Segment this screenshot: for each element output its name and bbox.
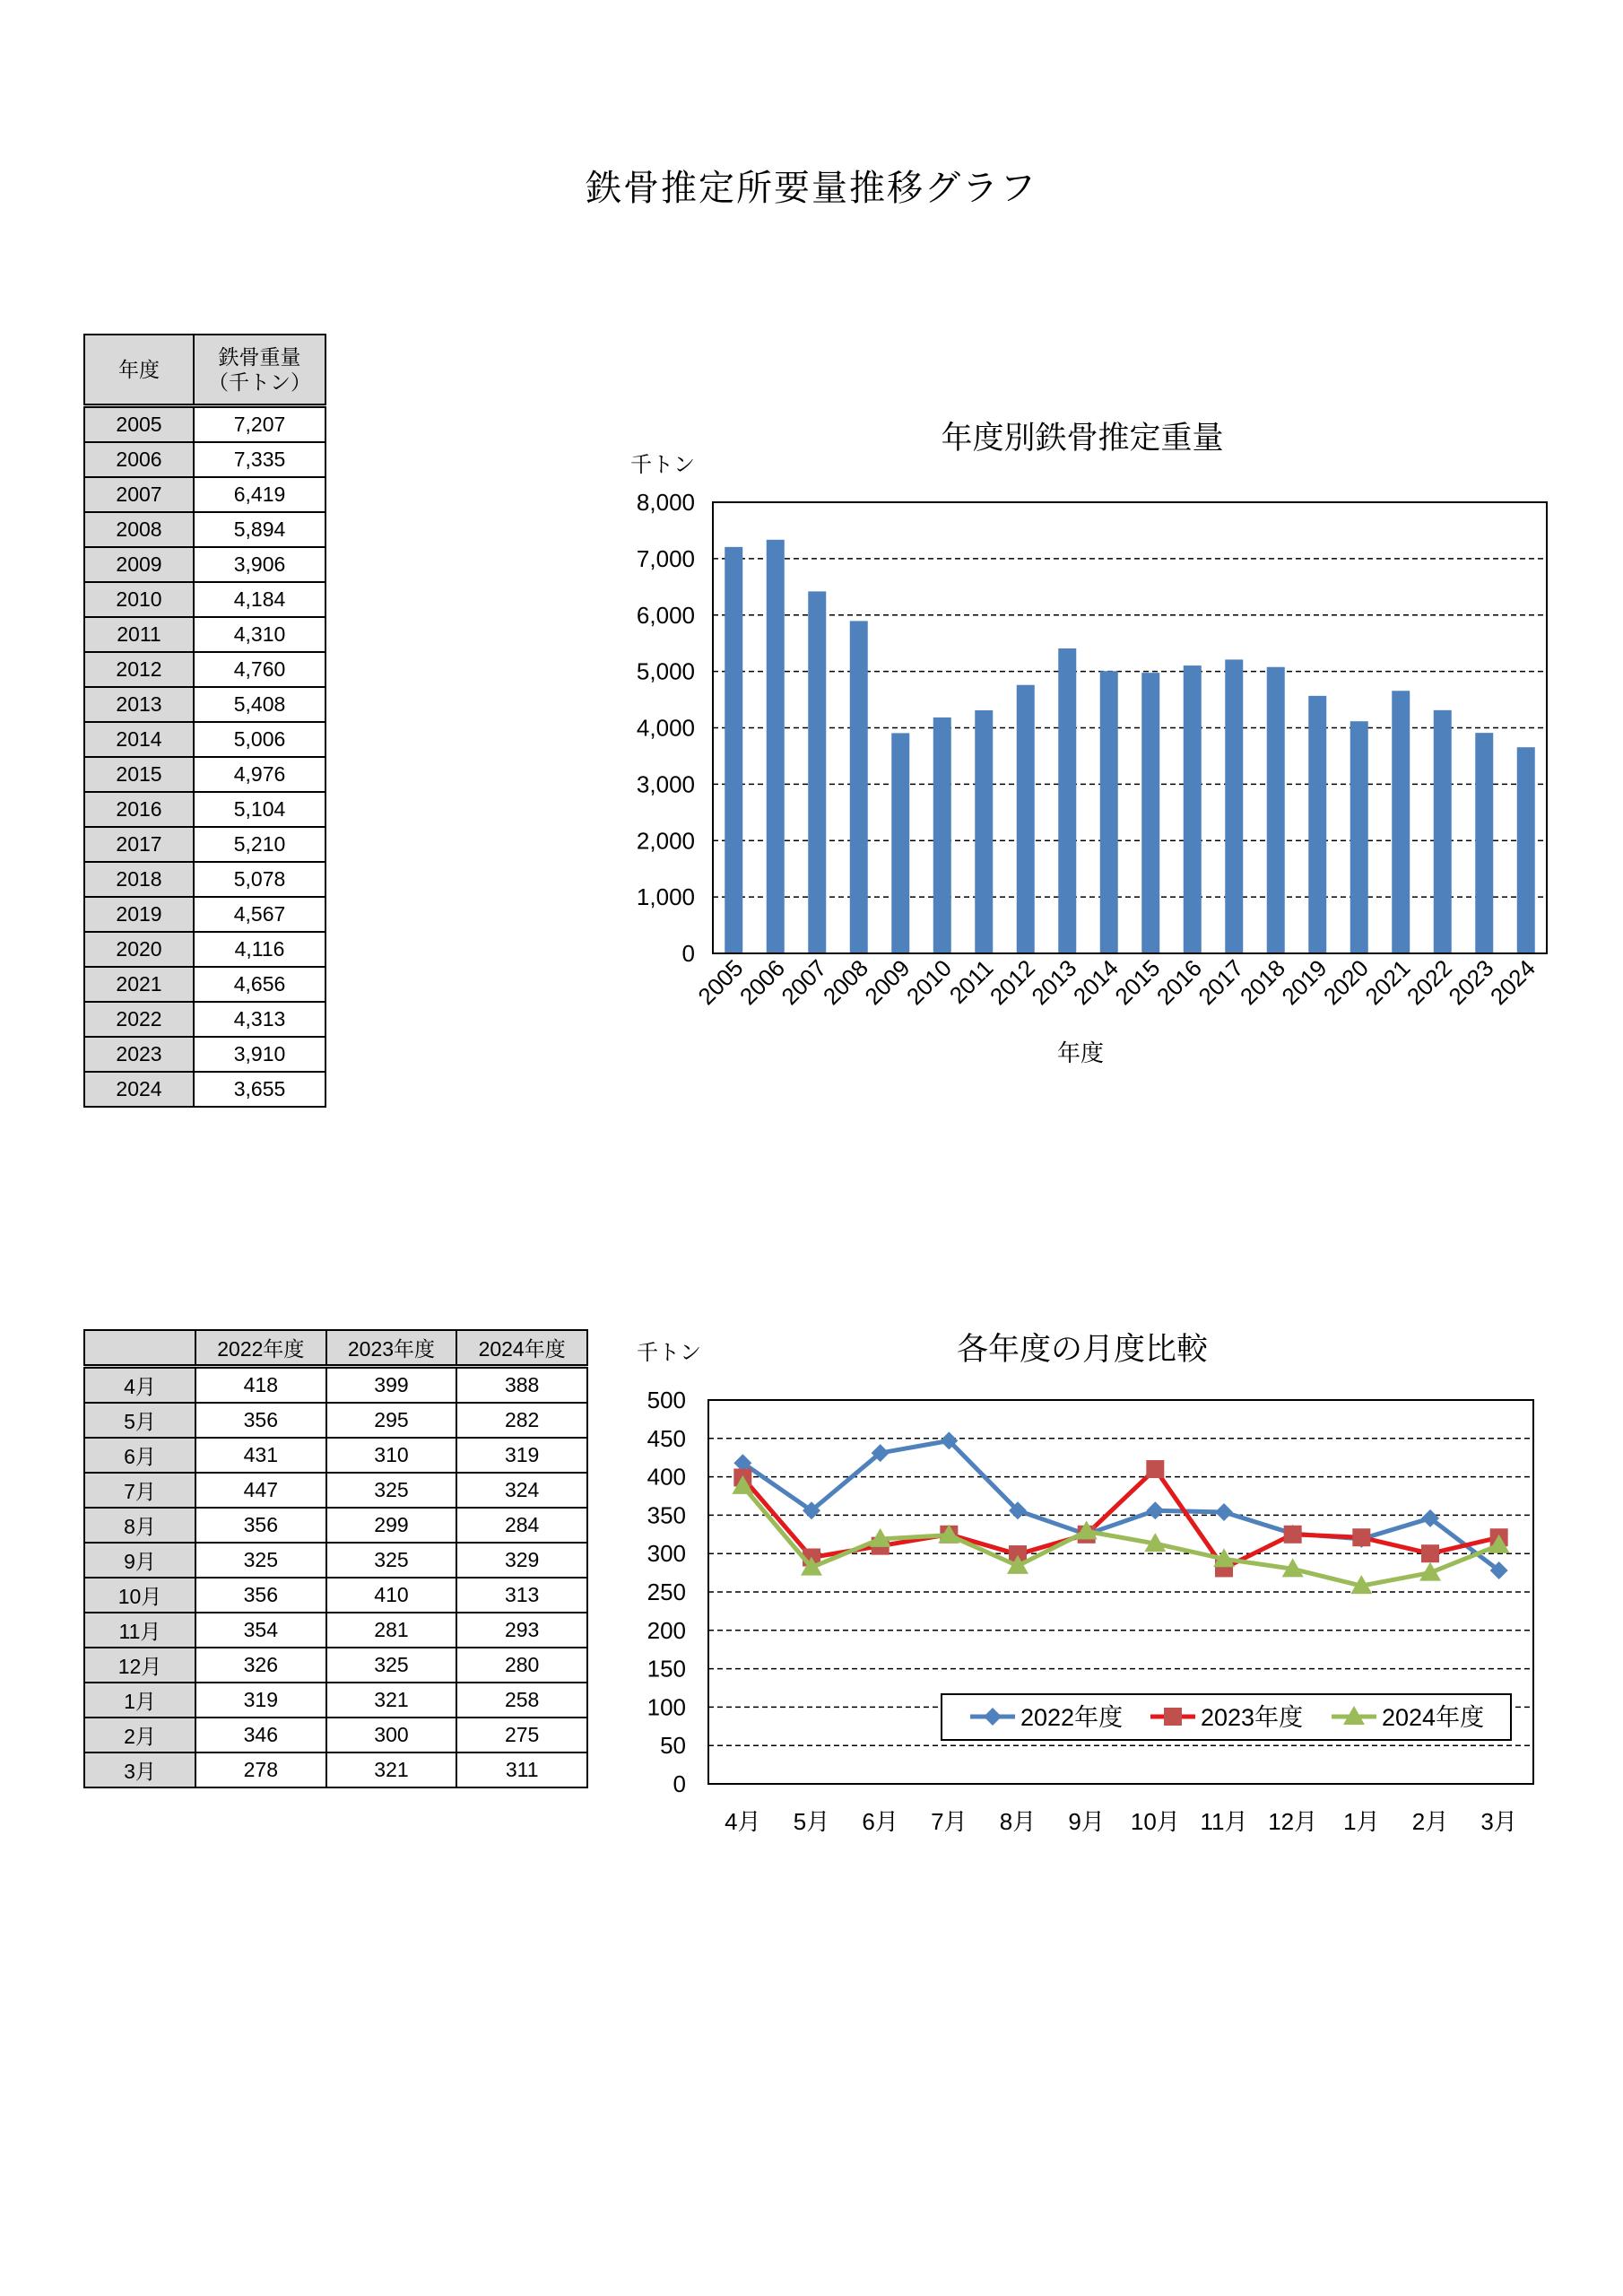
bar-xtick-label: 2019 [1276,954,1332,1011]
annual-year-cell: 2007 [84,477,194,512]
legend-label: 2022年度 [1020,1704,1124,1731]
month-cell: 9月 [84,1543,195,1578]
bar-xtick-label: 2009 [859,954,916,1011]
bar-chart-unit-label: 千トン [630,453,695,477]
annual-value-cell: 4,567 [194,897,325,932]
line-chart-title: 各年度の月度比較 [956,1332,1209,1367]
annual-value-cell: 3,906 [194,547,325,582]
month-cell: 1月 [84,1683,195,1718]
month-cell: 10月 [84,1578,195,1613]
month-cell: 5月 [84,1403,195,1438]
value-2023-cell: 281 [326,1613,457,1648]
value-2022-cell: 346 [195,1718,326,1752]
data-point-marker [1352,1528,1370,1546]
annual-year-cell: 2020 [84,932,194,967]
line-xtick-label: 3月 [1480,1808,1517,1835]
header-2024: 2024年度 [456,1330,587,1367]
header-weight-line1: 鉄骨重量 [218,345,301,369]
month-cell: 7月 [84,1473,195,1508]
bar-xtick-label: 2007 [776,954,832,1011]
line-xtick-label: 4月 [725,1808,761,1835]
line-ytick-label: 500 [647,1387,686,1413]
month-cell: 4月 [84,1367,195,1404]
month-cell: 8月 [84,1508,195,1543]
legend-label: 2023年度 [1201,1704,1304,1731]
line-xtick-label: 10月 [1130,1808,1180,1835]
data-point-marker [1146,1460,1164,1478]
month-cell: 2月 [84,1718,195,1752]
line-ytick-label: 200 [647,1616,686,1644]
data-point-marker [1146,1501,1164,1519]
value-2024-cell: 313 [456,1578,587,1613]
bar-xtick-label: 2012 [984,954,1040,1011]
annual-value-cell: 5,894 [194,512,325,547]
value-2023-cell: 321 [326,1752,457,1787]
annual-value-cell: 5,006 [194,722,325,757]
bar-xtick-label: 2006 [733,954,790,1011]
value-2024-cell: 388 [456,1367,587,1404]
bar-ytick-label: 8,000 [636,489,695,516]
annual-year-cell: 2010 [84,582,194,617]
value-2024-cell: 324 [456,1473,587,1508]
value-2024-cell: 282 [456,1403,587,1438]
value-2022-cell: 354 [195,1613,326,1648]
bar-xtick-label: 2021 [1359,954,1416,1011]
line-xtick-label: 1月 [1343,1808,1380,1835]
annual-value-cell: 4,310 [194,617,325,652]
annual-year-cell: 2011 [84,617,194,652]
value-2023-cell: 399 [326,1367,457,1404]
bar-xtick-label: 2013 [1026,954,1082,1011]
annual-value-cell: 4,656 [194,967,325,1002]
value-2022-cell: 325 [195,1543,326,1578]
month-cell: 12月 [84,1648,195,1683]
bar-ytick-label: 4,000 [636,714,695,742]
annual-year-cell: 2023 [84,1037,194,1072]
line-chart-unit-label: 千トン [637,1341,701,1365]
bar-xtick-label: 2008 [817,954,873,1011]
value-2024-cell: 284 [456,1508,587,1543]
annual-value-cell: 3,910 [194,1037,325,1072]
line-ytick-label: 250 [647,1578,686,1605]
value-2022-cell: 356 [195,1508,326,1543]
bar-ytick-label: 1,000 [636,883,695,911]
line-chart-legend [942,1694,1511,1740]
annual-value-cell: 7,335 [194,442,325,477]
line-ytick-label: 300 [647,1540,686,1568]
line-xtick-label: 11月 [1200,1808,1248,1835]
bar-xtick-label: 2020 [1317,954,1374,1011]
line-xtick-label: 8月 [999,1808,1037,1835]
bar-xtick-label: 2014 [1067,954,1124,1011]
annual-value-cell: 7,207 [194,406,325,443]
annual-year-cell: 2014 [84,722,194,757]
line-ytick-label: 400 [647,1463,686,1491]
legend-label: 2024年度 [1382,1704,1485,1731]
annual-year-cell: 2019 [84,897,194,932]
annual-year-cell: 2009 [84,547,194,582]
annual-value-cell: 5,078 [194,862,325,897]
value-2022-cell: 447 [195,1473,326,1508]
month-cell: 3月 [84,1752,195,1787]
value-2024-cell: 258 [456,1683,587,1718]
bar-xtick-label: 2010 [900,954,957,1011]
value-2024-cell: 319 [456,1438,587,1473]
page-title: 鉄骨推定所要量推移グラフ [586,168,1037,209]
bar-ytick-label: 3,000 [636,770,695,798]
value-2023-cell: 295 [326,1403,457,1438]
bar-ytick-label: 6,000 [636,601,695,629]
annual-value-cell: 4,760 [194,652,325,687]
line-ytick-label: 0 [673,1770,686,1797]
data-point-marker [1284,1526,1302,1544]
value-2023-cell: 325 [326,1473,457,1508]
annual-value-cell: 5,104 [194,792,325,827]
annual-year-cell: 2016 [84,792,194,827]
line-xtick-label: 6月 [862,1808,898,1835]
bar-chart-xlabel: 年度 [1056,1039,1105,1066]
series-2022年度 [733,1431,1507,1579]
bar-xtick-label: 2015 [1109,954,1166,1011]
bar-xtick-label: 2024 [1484,954,1541,1011]
bar-xtick-label: 2005 [692,954,749,1011]
bar-xtick-label: 2011 [943,954,999,1009]
value-2022-cell: 356 [195,1403,326,1438]
bar-ytick-label: 2,000 [636,827,695,855]
line-ytick-label: 50 [660,1732,686,1760]
value-2022-cell: 431 [195,1438,326,1473]
value-2023-cell: 325 [326,1543,457,1578]
value-2023-cell: 300 [326,1718,457,1752]
value-2024-cell: 280 [456,1648,587,1683]
value-2023-cell: 410 [326,1578,457,1613]
line-ytick-label: 450 [647,1424,686,1452]
annual-value-cell: 4,184 [194,582,325,617]
line-ytick-label: 100 [647,1693,686,1721]
annual-year-cell: 2024 [84,1072,194,1107]
annual-year-cell: 2005 [84,406,194,443]
value-2024-cell: 293 [456,1613,587,1648]
value-2022-cell: 319 [195,1683,326,1718]
value-2022-cell: 278 [195,1752,326,1787]
annual-value-cell: 3,655 [194,1072,325,1107]
month-cell: 6月 [84,1438,195,1473]
annual-year-cell: 2008 [84,512,194,547]
bar-chart-title: 年度別鉄骨推定重量 [941,421,1224,456]
bar-xtick-label: 2016 [1150,954,1207,1011]
annual-value-cell: 5,210 [194,827,325,862]
annual-value-cell: 6,419 [194,477,325,512]
value-2023-cell: 321 [326,1683,457,1718]
bar-xtick-label: 2018 [1234,954,1290,1011]
bar-ytick-label: 7,000 [636,544,695,572]
header-year: 年度 [84,335,194,406]
annual-year-cell: 2012 [84,652,194,687]
bar-ytick-label: 5,000 [636,657,695,685]
annual-year-cell: 2013 [84,687,194,722]
line-ytick-label: 350 [647,1501,686,1529]
annual-value-cell: 4,313 [194,1002,325,1037]
header-2022: 2022年度 [195,1330,326,1367]
data-point-marker [1215,1503,1233,1521]
annual-year-cell: 2018 [84,862,194,897]
value-2024-cell: 275 [456,1718,587,1752]
bar-xtick-label: 2022 [1401,954,1457,1011]
value-2022-cell: 356 [195,1578,326,1613]
value-2022-cell: 326 [195,1648,326,1683]
series-2024年度 [732,1475,1509,1594]
legend-marker [1164,1708,1182,1726]
line-xtick-label: 9月 [1068,1808,1105,1835]
bar-ytick-label: 0 [681,940,695,967]
bar-xtick-label: 2023 [1443,954,1499,1011]
annual-value-cell: 4,976 [194,757,325,792]
value-2024-cell: 329 [456,1543,587,1578]
annual-value-cell: 4,116 [194,932,325,967]
header-weight-line2: （千トン） [208,370,311,394]
annual-year-cell: 2006 [84,442,194,477]
bar-xtick-label: 2017 [1193,954,1249,1011]
value-2023-cell: 310 [326,1438,457,1473]
value-2023-cell: 299 [326,1508,457,1543]
annual-year-cell: 2017 [84,827,194,862]
annual-value-cell: 5,408 [194,687,325,722]
data-point-marker [1421,1544,1439,1562]
line-xtick-label: 12月 [1268,1808,1318,1835]
line-xtick-label: 2月 [1411,1808,1449,1835]
value-2023-cell: 325 [326,1648,457,1683]
line-ytick-label: 150 [647,1655,686,1683]
annual-year-cell: 2022 [84,1002,194,1037]
value-2024-cell: 311 [456,1752,587,1787]
header-2023: 2023年度 [326,1330,457,1367]
month-cell: 11月 [84,1613,195,1648]
annual-year-cell: 2021 [84,967,194,1002]
line-xtick-label: 5月 [793,1808,830,1835]
value-2022-cell: 418 [195,1367,326,1404]
annual-year-cell: 2015 [84,757,194,792]
line-xtick-label: 7月 [931,1808,968,1835]
